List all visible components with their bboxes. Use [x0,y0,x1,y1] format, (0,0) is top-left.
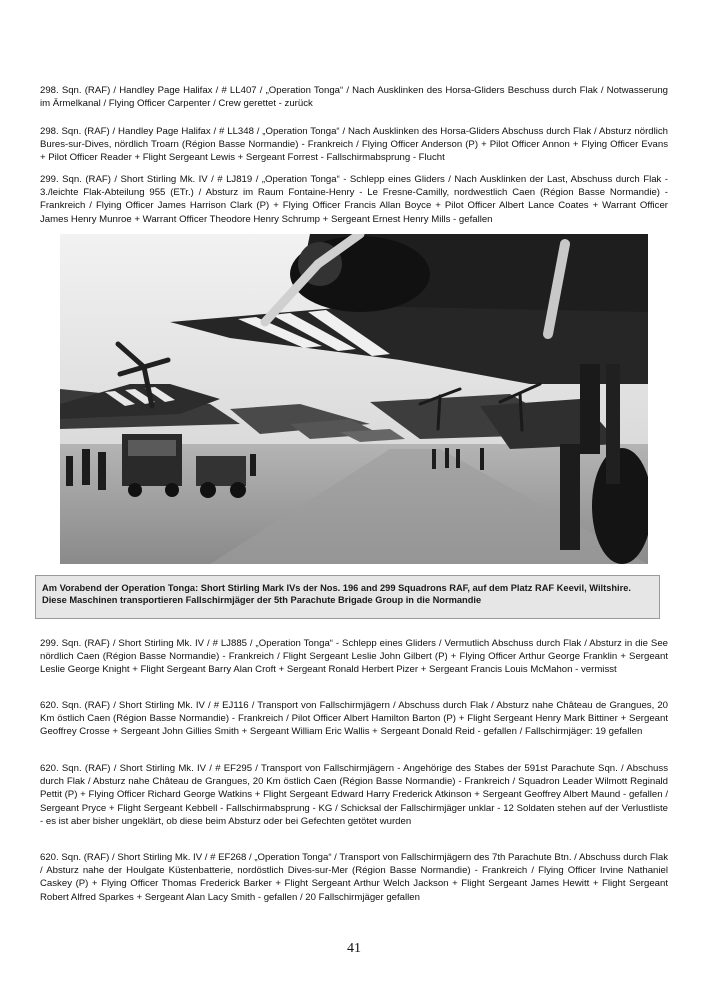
loss-entry-ej116: 620. Sqn. (RAF) / Short Stirling Mk. IV / # EJ116 / Transport von Fallschirmjägern / Abschuss durch Flak / Absturz nahe Château de Grangues, 20 Km östlich Caen (Région Basse Normandie) - Frankreich / Pilot Officer Albert Hamilton Barton (P) + Flight Sergeant Henry Mark Bittiner + Sergeant Geoffrey Crosse + Sergeant John Gillies Smith + Sergeant William Eric Wallis + Sergeant Donald Reid - gefallen / Fallschirmjäger: 19 gefallen [40,700,668,738]
loss-entry-lj819: 299. Sqn. (RAF) / Short Stirling Mk. IV / # LJ819 / „Operation Tonga“ - Schlepp eines Gliders / Nach Ausklinken der Last, Abschuss durch Flak - 3./leichte Flak-Abteilung 955 (ETr.) / Absturz im Raum Fontaine-Henry - Le Fresne-Camilly, nordwestlich Caen (Région Basse Normandie) - Frankreich / Flying Officer James Harrison Clark (P) + Flying Officer Francis Allan Boyce + Pilot Officer Albert Lance Coates + Warrant Officer James Henry Munroe + Warrant Officer Theodore Henry Schrump + Sergeant Ernest Henry Mills - gefallen [40,174,668,225]
photo-caption: Am Vorabend der Operation Tonga: Short Stirling Mark IVs der Nos. 196 and 299 Squadrons RAF, auf dem Platz RAF Keevil, Wiltshire. Diese Maschinen transportieren Fallschirmjäger der 5th Parachute Brigade Group in die Normandie [35,575,660,619]
loss-entry-ef295: 620. Sqn. (RAF) / Short Stirling Mk. IV / # EF295 / Transport von Fallschirmjägern - Angehörige des Stabes der 591st Parachute Sqn. / Abschuss durch Flak / Absturz nahe Château de Grangues, 20 Km östlich Caen (Région Basse Normandie) - Frankreich / Squadron Leader Wilmott Reginald Pettit (P) + Flying Officer Richard George Watkins + Flight Sergeant Edward Harry Frederick Atkinson + Sergeant Geoffrey Albert Maund - gefallen / Sergeant Pryce + Flight Sergeant Kebbell - Fallschirmabsprung - KG / Schicksal der Fallschirmjäger unklar - 12 Soldaten stehen auf der Verlustliste - es ist aber bisher ungeklärt, ob diese beim Absturz oder bei Gefechten getötet wurden [40,763,668,827]
page-number: 41 [347,941,361,956]
aircraft-photo [60,234,648,564]
loss-entry-lj885: 299. Sqn. (RAF) / Short Stirling Mk. IV / # LJ885 / „Operation Tonga“ - Schlepp eines Gliders / Vermutlich Abschuss durch Flak / Absturz in die See nördlich Caen (Région Basse Normandie) - Frankreich / Flight Sergeant Leslie John Gilbert (P) + Flying Officer Arthur George Franklin + Sergeant Leslie George Knight + Flight Sergeant Barry Alan Croft + Sergeant Ronald Herbert Pizer + Sergeant Francis Louis McMahon - vermisst [40,638,668,676]
loss-entry-ef268: 620. Sqn. (RAF) / Short Stirling Mk. IV / # EF268 / „Operation Tonga“ / Transport von Fallschirmjägern des 7th Parachute Btn. / Abschuss durch Flak / Absturz nahe der Houlgate Küstenbatterie, nordöstlich Dives-sur-Mer (Région Basse Normandie) - Frankreich / Flying Officer Irvine Nathaniel Caskey (P) + Flying Officer Thomas Frederick Barker + Flight Sergeant Arthur Welch Jackson + Flight Sergeant James Hewitt + Flight Sergeant Robert Alfred Sparkes + Sergeant Alan Lacy Smith - gefallen / 20 Fallschirmjäger gefallen [40,852,668,903]
loss-entry-ll407: 298. Sqn. (RAF) / Handley Page Halifax / # LL407 / „Operation Tonga“ / Nach Ausklinken des Horsa-Gliders Beschuss durch Flak / Notwasserung im Ärmelkanal / Flying Officer Carpenter / Crew gerettet - zurück [40,85,668,110]
loss-entry-ll348: 298. Sqn. (RAF) / Handley Page Halifax / # LL348 / „Operation Tonga“ / Nach Ausklinken des Horsa-Gliders Abschuss durch Flak / Absturz nördlich Bures-sur-Dives, nördlich Troarn (Région Basse Normandie) - Frankreich / Flying Officer Anderson (P) + Pilot Officer Annon + Flying Officer Evans + Pilot Officer Reader + Flight Sergeant Lewis + Sergeant Forrest - Fallschirmabsprung - Flucht [40,126,668,164]
